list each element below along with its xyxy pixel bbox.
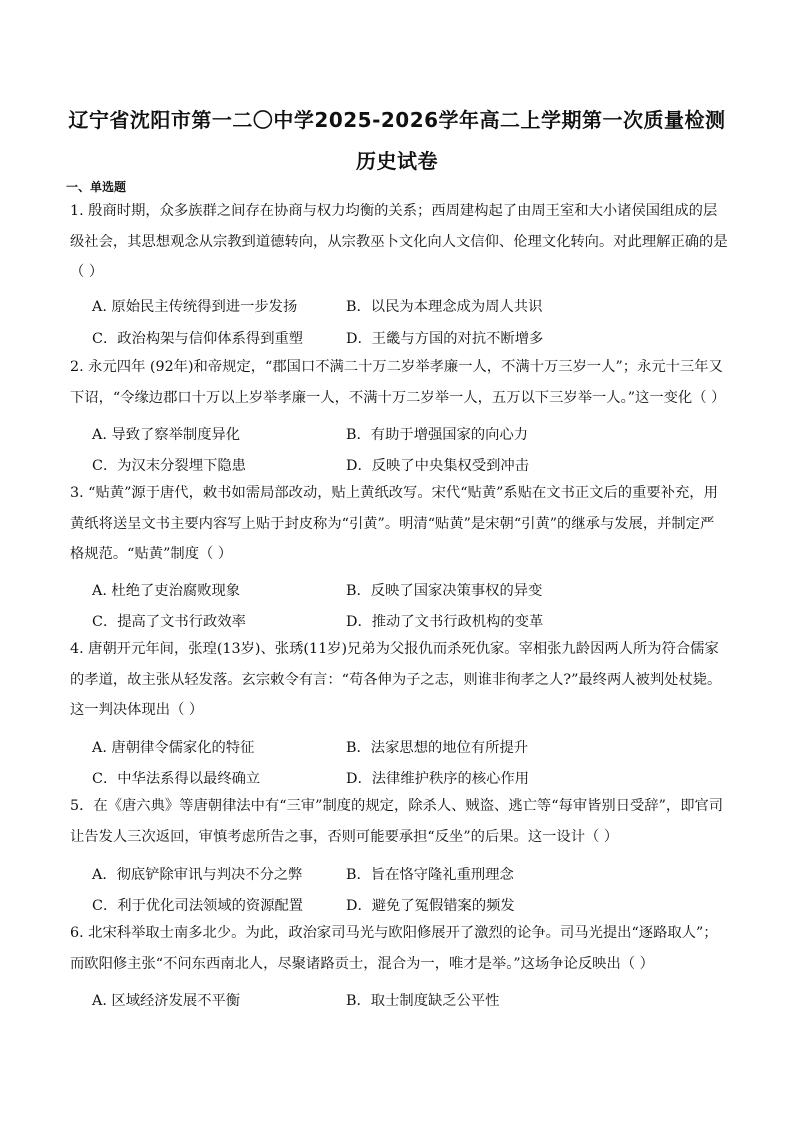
q5-option-c: C．利于优化司法领域的资源配置 xyxy=(92,898,304,914)
q5-option-a: A．彻底铲除审讯与判决不分之弊 xyxy=(92,867,303,883)
q6-option-a: A. 区域经济发展不平衡 xyxy=(92,993,241,1009)
q6-option-b: B．取士制度缺乏公平性 xyxy=(346,993,500,1009)
q4-option-d: D．法律维护秩序的核心作用 xyxy=(346,771,530,787)
exam-title: 辽宁省沈阳市第一二〇中学2025-2026学年高二上学期第一次质量检测 xyxy=(68,108,726,132)
question-1: 1. 殷商时期，众多族群之间存在协商与权力均衡的关系；西周建构起了由周王室和大小诸侯国组成的层级社会，其思想观念从宗教到道德转向，从宗教巫卜文化向人文信仰、伦理文化转向。对此理解正确的是（ ） xyxy=(70,203,728,280)
section-heading: 一、单选题 xyxy=(66,180,127,194)
q2-option-c: C．为汉末分裂埋下隐患 xyxy=(92,458,246,474)
q2-option-a: A. 导致了察举制度异化 xyxy=(92,427,241,443)
q4-option-c: C．中华法系得以最终确立 xyxy=(92,771,261,787)
q3-option-b: B．反映了国家决策事权的异变 xyxy=(346,583,543,599)
exam-subject: 历史试卷 xyxy=(356,149,438,173)
question-2: 2. 永元四年 (92年)和帝规定，“郡国口不满二十万二岁举孝廉一人，不满十万三岁一人”；永元十三年又下诏，“令缘边郡口十万以上岁举孝廉一人，不满十万二岁举一人，五万以下三岁举一人。”这一变化（ ） xyxy=(70,359,726,406)
q1-option-b: B．以民为本理念成为周人共识 xyxy=(346,299,543,315)
q3-option-d: D．推动了文书行政机构的变革 xyxy=(346,614,544,630)
q1-option-c: C．政治构架与信仰体系得到重塑 xyxy=(92,331,304,347)
question-6: 6. 北宋科举取士南多北少。为此，政治家司马光与欧阳修展开了激烈的论争。司马光提出“逐路取人”；而欧阳修主张“不问东西南北人，尽聚诸路贡士，混合为一，唯才是举。”这场争论反映出（ ） xyxy=(70,925,718,972)
q3-option-a: A. 杜绝了吏治腐败现象 xyxy=(92,583,241,599)
q5-option-d: D．避免了冤假错案的频发 xyxy=(346,898,515,914)
q4-option-a: A. 唐朝律令儒家化的特征 xyxy=(92,740,255,756)
q5-option-b: B．旨在恪守隆礼重刑理念 xyxy=(346,867,514,883)
q4-option-b: B．法家思想的地位有所提升 xyxy=(346,740,529,756)
question-4: 4. 唐朝开元年间，张瑝(13岁)、张琇(11岁)兄弟为父报仇而杀死仇家。宰相张九龄因两人所为符合儒家的孝道，故主张从轻发落。玄宗敕令有言：“苟各伸为子之志，则谁非徇孝之人?”最终两人被判处杖毙。这一判决体现出（ ） xyxy=(70,641,722,718)
question-3: 3. “贴黄”源于唐代，敕书如需局部改动，贴上黄纸改写。宋代“贴黄”系贴在文书正文后的重要补充，用黄纸将送呈文书主要内容写上贴于封皮称为“引黄”。明清“贴黄”是宋朝“引黄”的继承与发展，并制定严格规范。“贴黄”制度（ ） xyxy=(70,485,718,562)
q2-option-b: B．有助于增强国家的向心力 xyxy=(346,427,529,443)
q1-option-d: D．王畿与方国的对抗不断增多 xyxy=(346,331,544,347)
question-5: 5．在《唐六典》等唐朝律法中有“三审”制度的规定，除杀人、贼盗、逃亡等“每审皆别日受辞”，即官司让告发人三次返回，审慎考虑所告之事，否则可能要承担“反坐”的后果。这一设计（ ） xyxy=(70,798,724,845)
q1-option-a: A. 原始民主传统得到进一步发扬 xyxy=(92,299,298,315)
q2-option-d: D．反映了中央集权受到冲击 xyxy=(346,458,530,474)
q3-option-c: C．提高了文书行政效率 xyxy=(92,614,246,630)
